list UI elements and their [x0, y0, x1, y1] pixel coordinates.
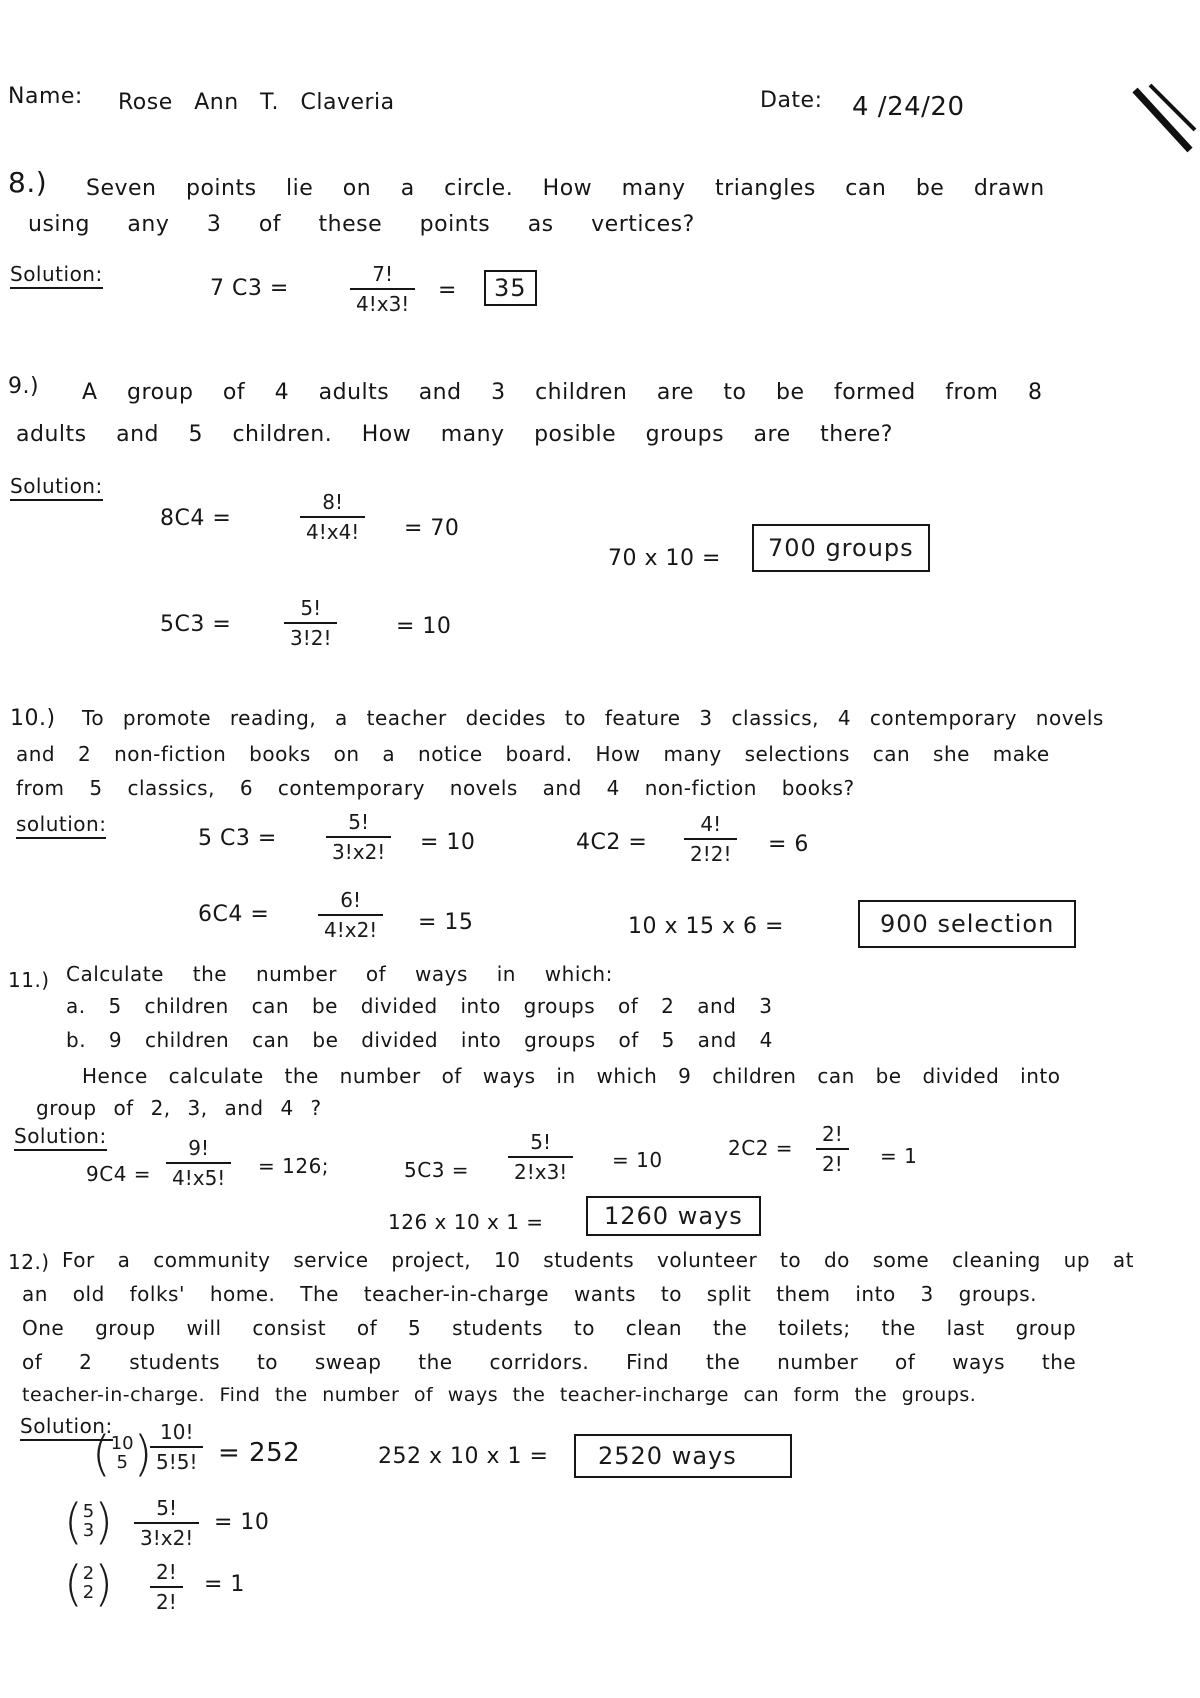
q8-line2: using any 3 of these points as vertices?: [28, 212, 695, 237]
q10-numerator1: 5!: [348, 810, 370, 834]
q8-equals: =: [438, 278, 457, 303]
q10-denominator1: 3!x2!: [326, 836, 391, 864]
q9-numerator1: 8!: [322, 490, 344, 514]
q11-line5: group of 2, 3, and 4 ?: [36, 1096, 322, 1120]
student-name: Rose Ann T. Claveria: [118, 90, 395, 115]
q10-numerator3: 6!: [340, 888, 362, 912]
q10-combo1: 5 C3 =: [198, 826, 277, 851]
date-value: 4 /24/20: [852, 92, 965, 122]
q10-result3: = 15: [418, 910, 474, 935]
q10-solution-label: solution:: [16, 812, 106, 839]
q9-combo1: 8C4 =: [160, 506, 232, 531]
q8-combo: 7 C3 =: [210, 276, 289, 301]
q12-binomial3: ( 2 2 ): [64, 1556, 113, 1612]
q11-result3: = 1: [880, 1144, 918, 1168]
q10-product: 10 x 15 x 6 =: [628, 914, 784, 939]
q9-number: 9.): [8, 374, 40, 399]
q12-denominator1: 5!5!: [150, 1446, 203, 1474]
q12-line3: One group will consist of 5 students to clean the toilets; the last group: [22, 1316, 1077, 1340]
q11-combo2: 5C3 =: [404, 1158, 470, 1182]
q11-answer-box: 1260 ways: [586, 1196, 761, 1236]
q9-combo2: 5C3 =: [160, 612, 232, 637]
q12-result2: = 10: [214, 1510, 270, 1535]
q10-line3: from 5 classics, 6 contemporary novels and 4 non-fiction books?: [16, 776, 855, 800]
q8-answer-box: 35: [484, 270, 537, 306]
q11-result2: = 10: [612, 1148, 663, 1172]
q8-fraction: [350, 262, 415, 316]
q8-numerator: 7!: [372, 262, 394, 286]
q12-numerator1: 10!: [160, 1420, 194, 1444]
q9-fraction2: [284, 596, 337, 650]
q10-result1: = 10: [420, 830, 476, 855]
q10-fraction3: [318, 888, 383, 942]
q8-line1: Seven points lie on a circle. How many triangles can be drawn: [86, 176, 1045, 201]
q12-numerator2: 5!: [156, 1496, 178, 1520]
q11-line1: Calculate the number of ways in which:: [66, 962, 613, 986]
q8-solution-label: Solution:: [10, 262, 103, 289]
q12-binomial1: ( 10 5 ): [92, 1426, 153, 1482]
q10-denominator2: 2!2!: [684, 838, 737, 866]
q12-result3: = 1: [204, 1572, 245, 1597]
q10-denominator3: 4!x2!: [318, 914, 383, 942]
q10-combo2: 4C2 =: [576, 830, 648, 855]
q11-denominator1: 4!x5!: [166, 1162, 231, 1190]
q12-fraction1: [150, 1420, 203, 1474]
q10-fraction2: [684, 812, 737, 866]
q12-line4: of 2 students to sweap the corridors. Find the number of ways the: [22, 1350, 1077, 1374]
q12-fraction2: [134, 1496, 199, 1550]
q11-part-b: b. 9 children can be divided into groups of 5 and 4: [66, 1028, 773, 1052]
date-label: Date:: [760, 88, 823, 113]
q9-answer-box: 700 groups: [752, 524, 930, 572]
q10-numerator2: 4!: [700, 812, 722, 836]
q11-result1: = 126;: [258, 1154, 330, 1178]
q12-line5: teacher-in-charge. Find the number of ways the teacher-incharge can form the groups.: [22, 1384, 977, 1406]
q12-result1: = 252: [218, 1438, 301, 1468]
q11-number: 11.): [8, 968, 50, 992]
q12-line1: For a community service project, 10 students volunteer to do some cleaning up at: [62, 1248, 1134, 1272]
q12-b2-top: 5: [82, 1501, 95, 1523]
q9-fraction1: [300, 490, 365, 544]
q11-numerator1: 9!: [188, 1136, 210, 1160]
q12-binomial2: ( 5 3 ): [64, 1494, 113, 1550]
q10-combo3: 6C4 =: [198, 902, 270, 927]
q12-denominator3: 2!: [150, 1586, 183, 1614]
q12-number: 12.): [8, 1250, 50, 1274]
q12-b3-top: 2: [82, 1563, 95, 1585]
q11-part-a: a. 5 children can be divided into groups of 2 and 3: [66, 994, 773, 1018]
q12-fraction3: [150, 1560, 183, 1614]
q11-line4: Hence calculate the number of ways in which 9 children can be divided into: [82, 1064, 1061, 1088]
q10-line2: and 2 non-fiction books on a notice board. How many selections can she make: [16, 742, 1050, 766]
q9-result1: = 70: [404, 516, 460, 541]
name-label: Name:: [8, 84, 83, 109]
q12-numerator3: 2!: [156, 1560, 177, 1584]
q10-answer-box: 900 selection: [858, 900, 1076, 948]
q8-denominator: 4!x3!: [350, 288, 415, 316]
q10-result2: = 6: [768, 832, 809, 857]
q12-answer-box: 2520 ways: [574, 1434, 792, 1478]
q9-line2: adults and 5 children. How many posible groups are there?: [16, 422, 893, 447]
q8-number: 8.): [8, 166, 48, 199]
q9-result2: = 10: [396, 614, 452, 639]
q12-solution-label: Solution:: [20, 1414, 113, 1441]
q9-solution-label: Solution:: [10, 474, 103, 501]
q11-fraction2: [508, 1130, 573, 1184]
q12-product: 252 x 10 x 1 =: [378, 1444, 549, 1469]
q12-denominator2: 3!x2!: [134, 1522, 199, 1550]
q10-fraction1: [326, 810, 391, 864]
q12-line2: an old folks' home. The teacher-in-charge wants to split them into 3 groups.: [22, 1282, 1037, 1306]
q9-denominator1: 4!x4!: [300, 516, 365, 544]
q11-numerator3: 2!: [822, 1122, 843, 1146]
q12-b2-bot: 3: [82, 1520, 95, 1541]
q11-denominator2: 2!x3!: [508, 1156, 573, 1184]
q11-numerator2: 5!: [530, 1130, 552, 1154]
q10-line1: To promote reading, a teacher decides to feature 3 classics, 4 contemporary novels: [82, 706, 1104, 730]
q9-product: 70 x 10 =: [608, 546, 721, 571]
q12-b1-bot: 5: [116, 1452, 128, 1473]
q9-denominator2: 3!2!: [284, 622, 337, 650]
q10-number: 10.): [10, 706, 56, 731]
q11-denominator3: 2!: [816, 1148, 849, 1176]
q11-product: 126 x 10 x 1 =: [388, 1210, 544, 1234]
q11-combo1: 9C4 =: [86, 1162, 152, 1186]
q11-fraction1: [166, 1136, 231, 1190]
q11-solution-label: Solution:: [14, 1124, 107, 1151]
q12-b1-top: 10: [110, 1433, 134, 1455]
q11-combo3: 2C2 =: [728, 1136, 794, 1160]
q12-b3-bot: 2: [82, 1582, 95, 1603]
q9-numerator2: 5!: [300, 596, 322, 620]
q11-fraction3: [816, 1122, 849, 1176]
corner-scribble: [1130, 80, 1200, 160]
q9-line1: A group of 4 adults and 3 children are to be formed from 8: [82, 380, 1043, 405]
